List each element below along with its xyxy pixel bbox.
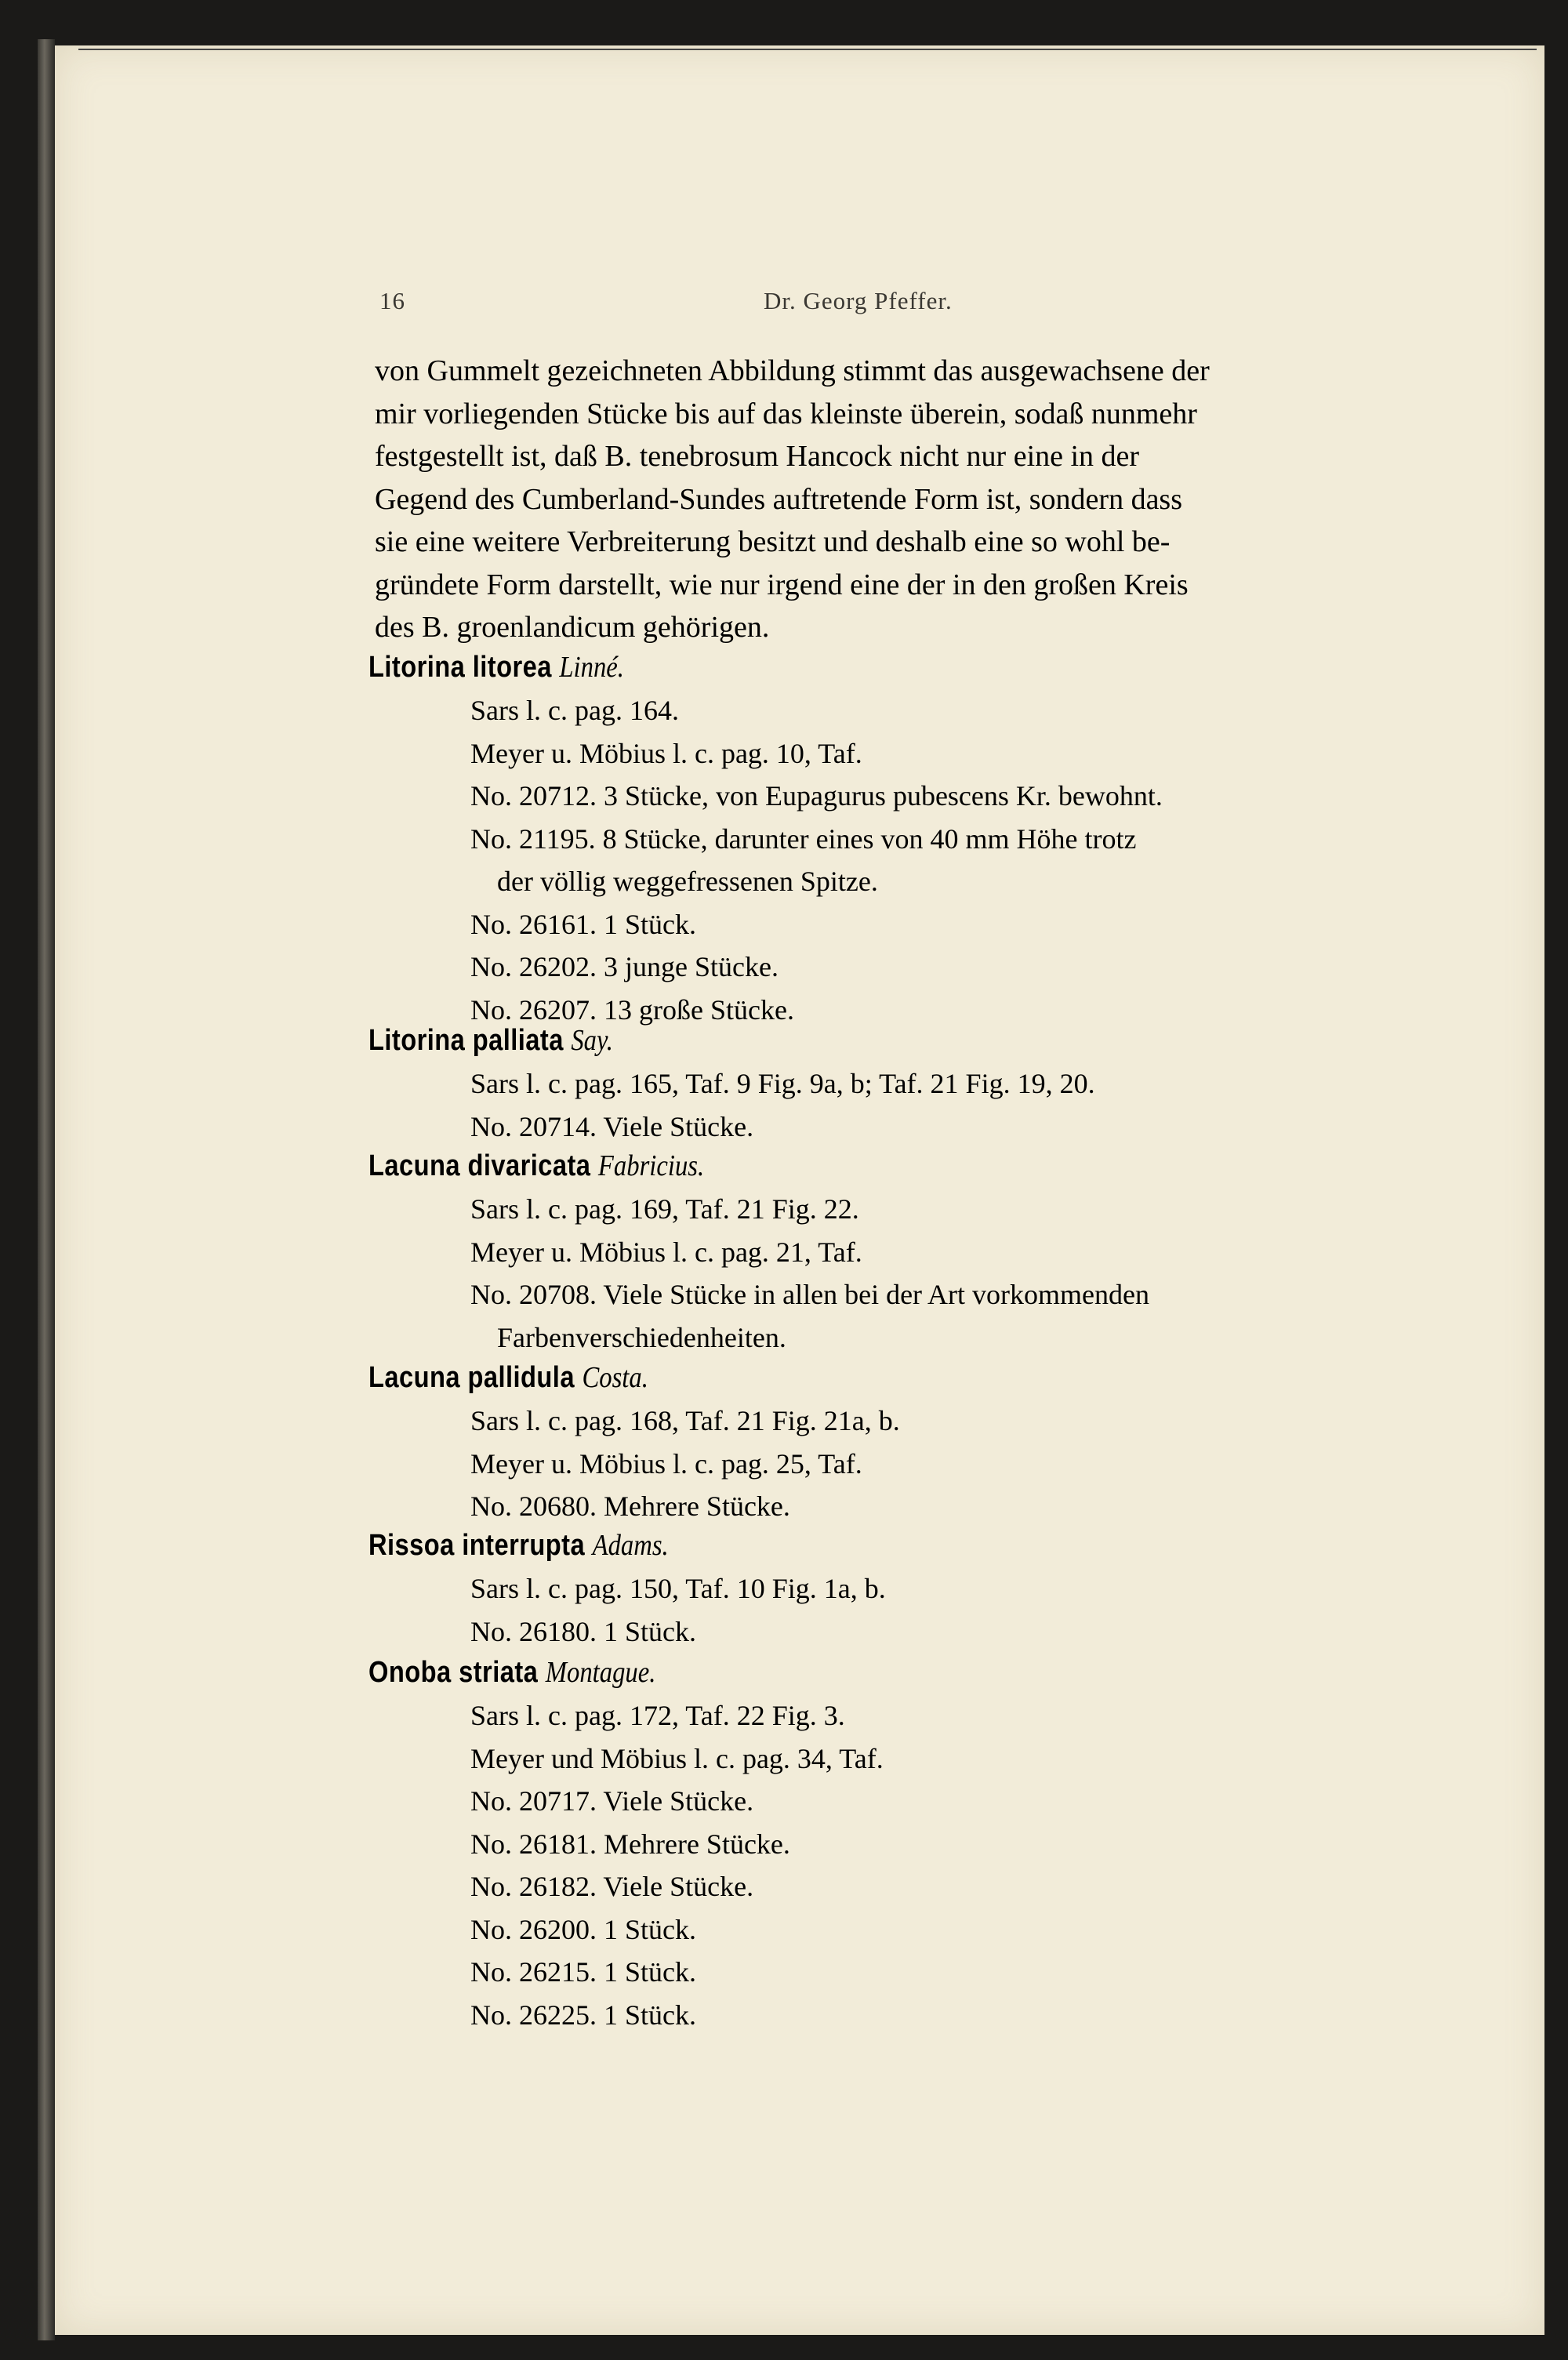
reference-line: No. 26225. 1 Stück. (470, 1999, 696, 2031)
reference-line: No. 26161. 1 Stück. (470, 908, 696, 940)
reference-line: Sars l. c. pag. 168, Taf. 21 Fig. 21a, b. (470, 1405, 900, 1436)
top-edge-rule (78, 49, 1537, 50)
intro-line: festgestellt ist, daß B. tenebrosum Hancock nicht nur eine in der (375, 440, 1140, 473)
species-entry (368, 1356, 1427, 1528)
species-name: Lacuna divaricata (368, 1149, 591, 1182)
species-heading (368, 1651, 1279, 1694)
species-author: Say. (571, 1024, 613, 1057)
reference-line: No. 20708. Viele Stücke in allen bei der Art vorkommenden (470, 1279, 1149, 1310)
reference-line: No. 26181. Mehrere Stücke. (470, 1828, 790, 1860)
species-author: Linné. (559, 651, 624, 684)
intro-line: Gegend des Cumberland-Sundes auftretende Form ist, sondern dass (375, 482, 1183, 516)
reference-line: Farbenverschiedenheiten. (497, 1321, 786, 1353)
reference-line: Sars l. c. pag. 165, Taf. 9 Fig. 9a, b; Taf. 21 Fig. 19, 20. (470, 1068, 1095, 1099)
species-heading (368, 1019, 1279, 1062)
species-name: Litorina palliata (368, 1024, 564, 1057)
reference-line: Sars l. c. pag. 164. (470, 695, 679, 726)
reference-line: No. 26200. 1 Stück. (470, 1913, 696, 1945)
species-author: Montague. (545, 1656, 656, 1689)
reference-line: Meyer u. Möbius l. c. pag. 25, Taf. (470, 1447, 862, 1480)
intro-line: gründete Form darstellt, wie nur irgend eine der in den großen Kreis (375, 568, 1189, 601)
reference-line: No. 20712. 3 Stücke, von Eupagurus pubescens Kr. bewohnt. (470, 780, 1163, 811)
reference-line: No. 26202. 3 junge Stücke. (470, 951, 779, 982)
reference-line: No. 20717. Viele Stücke. (470, 1785, 754, 1817)
reference-line: Meyer und Möbius l. c. pag. 34, Taf. (470, 1742, 884, 1774)
species-entry (368, 1651, 1427, 2036)
reference-line: der völlig weggefressenen Spitze. (497, 866, 878, 897)
reference-line: No. 21195. 8 Stücke, darunter eines von 40 mm Höhe trotz (470, 822, 1137, 855)
species-entry (368, 646, 1427, 1031)
reference-line: No. 26182. Viele Stücke. (470, 1871, 754, 1902)
reference-line: No. 20680. Mehrere Stücke. (470, 1490, 790, 1522)
species-author: Adams. (592, 1529, 669, 1562)
intro-paragraph (375, 350, 1394, 649)
reference-line: No. 26215. 1 Stück. (470, 1956, 696, 1988)
species-author: Fabricius. (597, 1149, 705, 1182)
species-entry (368, 1524, 1427, 1653)
species-heading (368, 1524, 1279, 1567)
reference-line: Sars l. c. pag. 150, Taf. 10 Fig. 1a, b. (470, 1573, 886, 1604)
reference-line: Sars l. c. pag. 169, Taf. 21 Fig. 22. (470, 1193, 859, 1225)
species-entry (368, 1019, 1427, 1148)
intro-line: sie eine weitere Verbreiterung besitzt und deshalb eine so wohl be- (375, 525, 1171, 558)
species-heading (368, 1356, 1279, 1400)
intro-line: mir vorliegenden Stücke bis auf das kleinste überein, sodaß nunmehr (375, 397, 1197, 430)
book-spine-edge (38, 39, 55, 2340)
species-heading (368, 646, 1279, 689)
page-number: 16 (379, 287, 405, 314)
reference-line: No. 26180. 1 Stück. (470, 1615, 696, 1647)
species-entry (368, 1145, 1427, 1359)
species-heading (368, 1145, 1279, 1188)
reference-line: Sars l. c. pag. 172, Taf. 22 Fig. 3. (470, 1700, 845, 1731)
intro-line: von Gummelt gezeichneten Abbildung stimmt das ausgewachsene der (375, 354, 1210, 387)
species-name: Lacuna pallidula (368, 1361, 575, 1394)
species-name: Rissoa interrupta (368, 1529, 586, 1562)
reference-line: No. 20714. Viele Stücke. (470, 1110, 754, 1142)
reference-line: No. 26207. 13 große Stücke. (470, 993, 794, 1026)
species-name: Onoba striata (368, 1656, 539, 1689)
reference-line: Meyer u. Möbius l. c. pag. 21, Taf. (470, 1236, 862, 1268)
intro-line: des B. groenlandicum gehörigen. (375, 611, 770, 644)
running-title: Dr. Georg Pfeffer. (764, 287, 953, 314)
species-name: Litorina litorea (368, 651, 552, 684)
species-author: Costa. (582, 1361, 648, 1394)
reference-line: Meyer u. Möbius l. c. pag. 10, Taf. (470, 737, 862, 769)
